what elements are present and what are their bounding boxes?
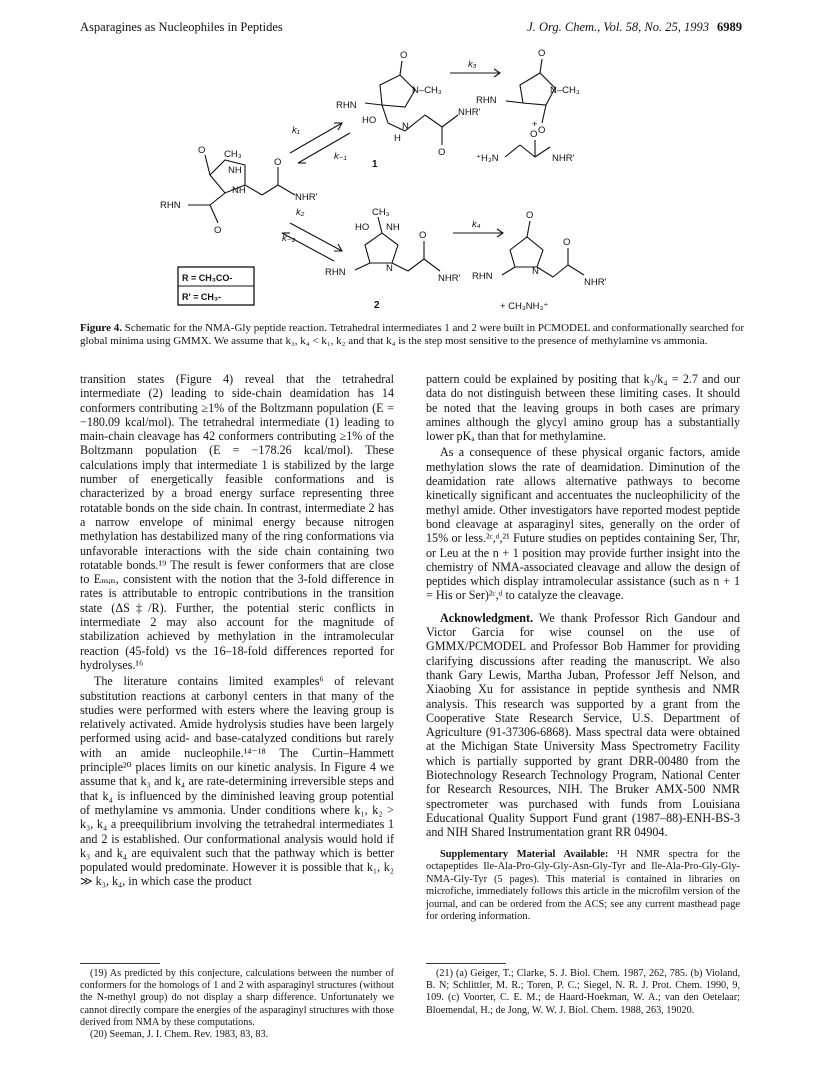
supplementary-heading: Supplementary Material Available: (440, 848, 609, 860)
k1-label: k₁ (292, 125, 300, 136)
right-paragraph-1: pattern could be explained by positing that k₃/k₄ = 2.7 and our data do not distinguish between these limiting cases. It should be noted that the leaving groups in both cases are primary amines although the glycyl amino group has a substantially lower pKₐ than that for methylamine. (426, 372, 740, 444)
acknowledgment-heading: Acknowledgment. (440, 610, 534, 625)
footnotes-right (426, 968, 740, 1017)
figure-caption-text: Schematic for the NMA-Gly peptide reaction. Tetrahedral intermediates 1 and 2 were built in PCMODEL and conformationally searched for global minima using GMMX. We assume that k₃, k₄ < k₁, k₂ and that k₄ is the step most sensitive to the presence of methylamine vs ammonia. (80, 322, 744, 347)
k3-label: k₃ (468, 59, 477, 70)
n-methyl-label: N–CH₃ (412, 85, 442, 96)
hydroxy-label: HO (362, 115, 377, 126)
left-oxygen-label-3: O (274, 157, 282, 168)
bottom-n-label: N (386, 263, 393, 274)
rhn-label: RHN (336, 100, 357, 111)
oxygen-label: O (438, 147, 446, 158)
page-number: 6989 (717, 20, 742, 34)
right-column (426, 372, 740, 924)
running-title: Asparagines as Nucleophiles in Peptides (80, 20, 283, 34)
left-paragraph-1: transition states (Figure 4) reveal that the tetrahedral intermediate (2) leading to side-chain deamidation has 14 conformers contributing ≥1% of the Boltzmann population (E = −180.09 kcal/mol). The tetrahedral intermediate (1) leading to main-chain cleavage has 42 conformers contributing ≥1% of the Boltzmann population (E = −178.26 kcal/mol). These calculations imply that intermediate 1 is stabilized by the large number of energetically feasible conformations and is characterized by a broad energy surface representing three rotatable bonds on the side chain. In contrast, intermediate 2 has a narrow envelope of minimal energy because nitrogen methylation has destabilized many of the ring conformations via unfavorable interactions with the side chain containing two rotatable bonds.¹⁹ The result is fewer conformers that are close to Eₘᵢₙ, consistent with the notion that the 3-fold difference in rates is attributable to entropic contributions in the transition state (ΔS‡/R). Further, the potential steric conflicts in intermediate 2 may also account for the magnitude of stabilization achieved by methylation in the intramolecular reaction (45-fold) vs the 16–18-fold differences reported for hydrolyses.¹⁶ (80, 372, 394, 672)
succinimide-rhn-label: RHN (472, 271, 493, 282)
product-rhn-label: RHN (476, 95, 497, 106)
left-ch3-label: CH₃ (224, 149, 242, 160)
left-nhr-label: NHR' (295, 192, 318, 203)
left-oxygen-label-2: O (214, 225, 222, 236)
bottom-oxygen-label: O (419, 230, 427, 241)
product-oxygen-label: O (538, 48, 546, 59)
right-paragraph-2: As a consequence of these physical organic factors, amide methylation slows the rate of deamidation. Diminution of the deamidation rate allows alternative pathways to become kinetically significant and accentuates the nucleophilicity of the methyl amide. Other investigators have reported modest peptide bond cleavage at asparaginyl sites, generally on the order of 15% or less.²ᶜ,ᵈ,²¹ Future studies on peptides containing Ser, Thr, or Leu at the n + 1 position may provide further insight into the chemistry of NMA-associated cleavage and allow the design of peptides which display intramolecular assistance (such as n + 1 = His or Ser)²ᶜ,ᵈ to catalyze the cleavage. (426, 445, 740, 603)
acknowledgment-text: We thank Professor Rich Gandour and Victor Garcia for wise counsel on the use of GMMX/PCMODEL and Professor Bob Hammer for providing clarifying discussions after reading the manuscript. We also thank Gary Lewis, Martha Juban, Professor Jeff Nelson, and Xiaobing Xu for assistance in peptide synthesis and NMR analysis. This research was supported by a grant from the Cooperative State Research Service, U.S. Department of Agriculture (91-37306-6868). Mass spectral data were obtained at the Michigan State University Mass Spectrometry Facility which is partially supported by grant DRR-00480 from the Biotechnology Research Technology Program, National Center for Research Resources, NIH. The Bruker AMX-500 NMR spectrometer was purchased with funds from Louisiana Educational Quality Support Fund grant (1987–88)-ENH-BS-3 and NIH Shared Instrumentation grant RR 04904. (426, 610, 740, 840)
bottom-ho-label: HO (355, 222, 370, 233)
bottom-nh-label: NH (386, 222, 400, 233)
left-column (80, 372, 394, 889)
succinimide-oxygen-label-2: O (563, 237, 571, 248)
footnote-divider-right (426, 963, 506, 964)
legend-r: R = CH₃CO- (182, 273, 233, 283)
figure-caption (80, 322, 744, 348)
figure-label: Figure 4. (80, 322, 122, 334)
footnote-19: (19) As predicted by this conjecture, calculations between the number of conformers for the homologs of 1 and 2 with asparaginyl structures (without the N-methyl group) do not display a sharp difference. Unfortunately we cannot directly compare the energies of the asparaginyl structures with those derived from NMA by these computations. (80, 968, 394, 1028)
methylammonium-label: + CH₃NH₃⁺ (500, 301, 549, 312)
glycyl-oxygen-label: O (530, 129, 538, 140)
left-nh2-label: NH (232, 185, 246, 196)
nitrogen-label: N (402, 121, 409, 132)
hydrogen-label: H (394, 133, 401, 144)
k2-label: k₂ (296, 207, 305, 218)
footnotes-left (80, 968, 394, 1041)
succinimide-n-label: N (532, 266, 539, 277)
k-2-label: k₋₂ (282, 233, 296, 244)
k4-label: k₄ (472, 219, 481, 230)
ammonium-label: ⁺H₃N (476, 153, 499, 164)
bottom-nhr-label: NHR' (438, 273, 461, 284)
succinimide-nhr-label: NHR' (584, 277, 607, 288)
left-oxygen-label: O (198, 145, 206, 156)
succinimide-oxygen-label: O (526, 210, 534, 221)
supplementary-text: ¹H NMR spectra for the octapeptides Ile-Ala-Pro-Gly-Gly-Asn-Gly-Tyr and Ile-Ala-Pro-Gly-Gly-NMA-Gly-Tyr (5 pages). This material is contained in libraries on microfiche, immediately follows this article in the microfilm version of the journal, and can be ordered from the ACS; see any current masthead page for ordering information. (426, 848, 741, 923)
glycyl-nhr-label: NHR' (552, 153, 575, 164)
k-1-label: k₋₁ (334, 151, 347, 162)
footnote-21: (21) (a) Geiger, T.; Clarke, S. J. Biol. Chem. 1987, 262, 785. (b) Violand, B. N; Schlittler, M. R.; Toren, P. C.; Siegel, N. R. J. Prot. Chem. 1990, 9, 109. (c) Voorter, C. E. M.; de Haard-Hoekman, W. A.; van den Oetelaar; Bloemendal, H.; de Jong, W. W. J. Biol. Chem. 1988, 263, 19020. (426, 968, 740, 1016)
legend-r-prime: R' = CH₃- (182, 292, 222, 302)
reaction-scheme (150, 45, 730, 315)
left-nh-label: NH (228, 165, 242, 176)
bottom-ch3-label: CH₃ (372, 207, 390, 218)
footnote-20: (20) Seeman, J. I. Chem. Rev. 1983, 83, 83. (90, 1029, 269, 1041)
compound-1-label: 1 (372, 159, 378, 170)
journal-reference: J. Org. Chem., Vol. 58, No. 25, 1993 (527, 20, 709, 34)
left-rhn-label: RHN (160, 200, 181, 211)
product-n-methyl-label: N–CH₃ (550, 85, 580, 96)
oxygen-label: O (400, 50, 408, 61)
nhr-label: NHR' (458, 107, 481, 118)
plus-sign: + (532, 119, 538, 130)
supplementary-material (426, 849, 740, 925)
footnote-divider-left (80, 963, 160, 964)
acknowledgment (426, 611, 740, 840)
compound-2-label: 2 (374, 300, 380, 311)
journal-citation (527, 20, 742, 35)
left-paragraph-2: The literature contains limited examples⁶ of relevant substitution reactions at carbonyl centers in that many of the studies were performed with esters where the leaving group is relatively activated. Amide hydrolysis studies have been largely performed using acid- and base-catalyzed conditions but rarely with an amide nucleophile.¹⁴⁻¹⁸ The Curtin–Hammett principle²⁰ places limits on our kinetic analysis. In Figure 4 we assume that k₃ and k₄ are rate-determining irreversible steps and that k₄ is influenced by the diminished leaving group potential of methylamine vs ammonia. Under conditions where k₁, k₂ > k₃, k₄ a preequilibrium involving the tetrahedral intermediates 1 and 2 is established. Our conformational analysis would hold if k₃ and k₄ are equivalent such that the pathway which is better populated would predominate. However it is possible that k₁, k₂ ≫ k₃, k₄, in which case the product (80, 674, 394, 889)
product-oxygen-label-2: O (538, 125, 546, 136)
bottom-rhn-label: RHN (325, 267, 346, 278)
